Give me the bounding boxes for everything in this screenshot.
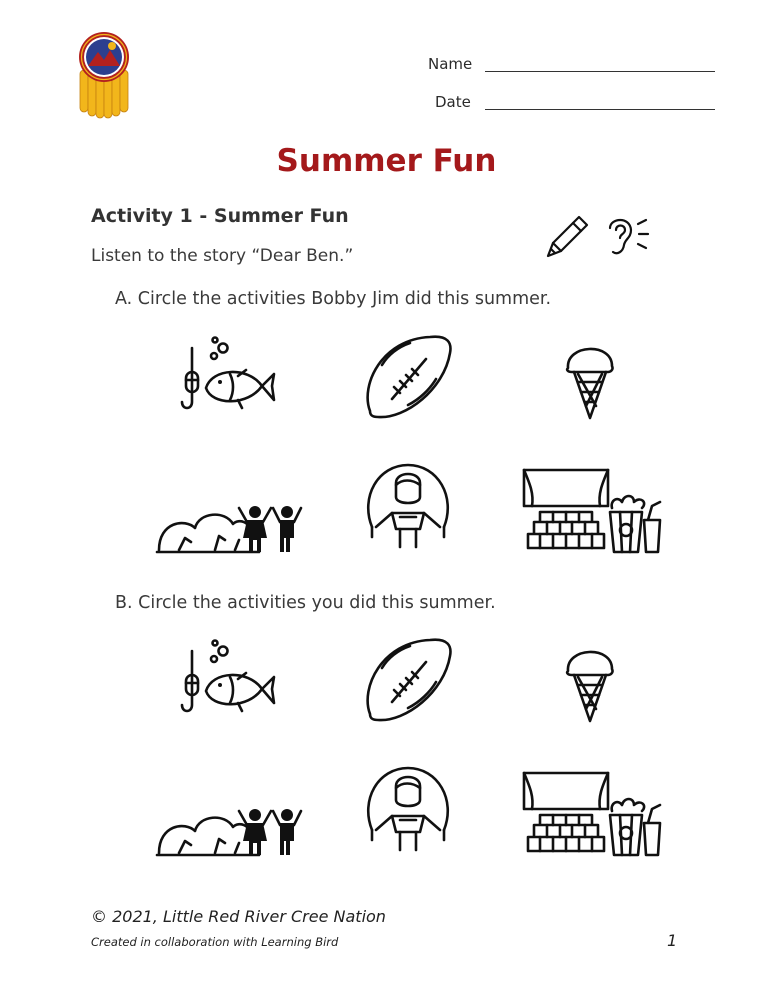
name-label: Name — [428, 55, 473, 73]
fishing-icon[interactable] — [168, 633, 288, 733]
date-label: Date — [435, 93, 471, 111]
page-number: 1 — [667, 931, 678, 950]
kids-playing-outside-icon[interactable] — [155, 765, 305, 865]
activity-title: Activity 1 - Summer Fun — [91, 205, 349, 227]
crayon-icon — [545, 213, 591, 259]
football-icon[interactable] — [348, 628, 468, 728]
name-field[interactable] — [485, 71, 715, 72]
kids-playing-outside-icon[interactable] — [155, 462, 305, 562]
ice-cream-cone-icon[interactable] — [530, 633, 650, 733]
movie-theater-popcorn-icon[interactable] — [520, 765, 670, 865]
jump-rope-icon[interactable] — [348, 760, 468, 860]
question-a-label: A. Circle the activities Bobby Jim did this summer. — [115, 289, 552, 309]
page-title: Summer Fun — [276, 143, 497, 179]
movie-theater-popcorn-icon[interactable] — [520, 462, 670, 562]
nation-seal-icon — [74, 30, 134, 120]
copyright-text: © 2021, Little Red River Cree Nation — [91, 907, 386, 926]
date-field[interactable] — [485, 109, 715, 110]
activity-instruction: Listen to the story “Dear Ben.” — [91, 246, 354, 266]
question-b-label: B. Circle the activities you did this summer. — [115, 593, 496, 613]
jump-rope-icon[interactable] — [348, 457, 468, 557]
fishing-icon[interactable] — [168, 330, 288, 430]
ice-cream-cone-icon[interactable] — [530, 330, 650, 430]
football-icon[interactable] — [348, 325, 468, 425]
listening-ear-icon — [600, 212, 652, 260]
collaboration-text: Created in collaboration with Learning Bird — [91, 935, 339, 949]
nation-logo — [74, 30, 134, 120]
